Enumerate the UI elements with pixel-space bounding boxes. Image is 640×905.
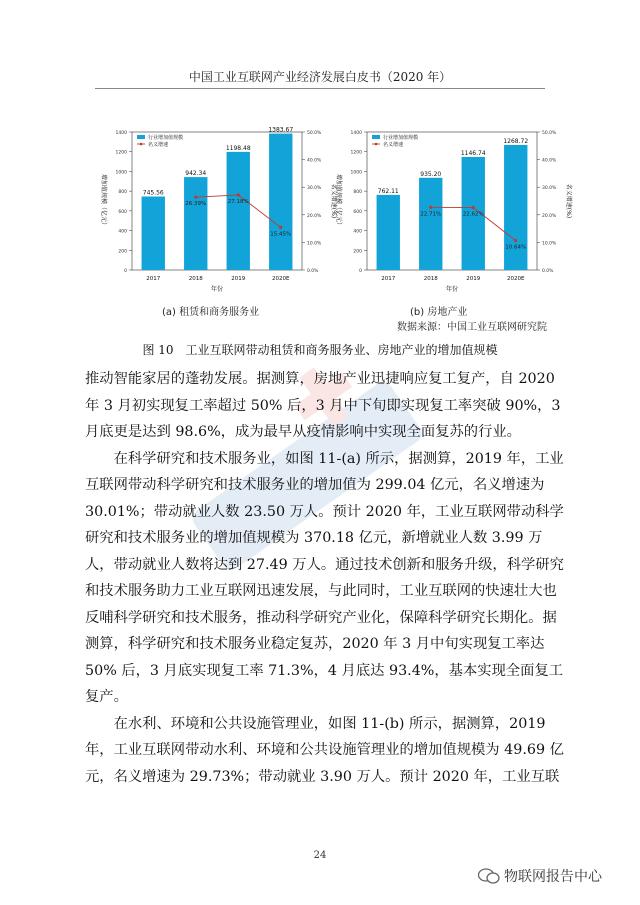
bar-value-label: 935.20 — [420, 170, 442, 178]
growth-label: 22.71% — [420, 211, 442, 218]
y-tick-label: 400 — [353, 229, 362, 235]
growth-label: 27.18% — [227, 198, 249, 205]
growth-point — [472, 206, 475, 209]
page-header: 中国工业互联网产业经济发展白皮书（2020 年） — [188, 70, 452, 84]
chart-b — [325, 120, 575, 295]
legend-bar-swatch — [372, 135, 380, 139]
bar — [269, 134, 292, 270]
bar — [227, 152, 250, 270]
bar — [377, 195, 400, 270]
legend-line-label: 名义增速 — [383, 142, 404, 148]
growth-point — [194, 196, 197, 199]
growth-label: 15.45% — [270, 231, 292, 238]
legend-line-label: 名义增速 — [148, 142, 169, 148]
x-tick-label: 2018 — [423, 276, 438, 282]
y-tick-label: 400 — [118, 229, 127, 235]
y2-tick-label: 0.0% — [307, 269, 319, 274]
body-text — [85, 366, 565, 790]
y2-tick-label: 10.0% — [542, 241, 557, 247]
paragraph-2: 在科学研究和技术服务业，如图 11-(a) 所示，据测算，2019 年，工业互联网带动科学研究和技术服务业的增加值为 299.04 亿元，名义增速为 30.01%；带动就业人数 23.50 万人。预计 2020 年，工业互联网带动科学研究和技术服务业的增加值规模为 370.18 亿元，新增就业人数 3.99 万人，带动就业人数将达到 27.49 万人。通过技术创新和服务升级，科学研究和技术服务助力工业互联网迅速发展，与此同时，工业互联网的快速壮大也反哺科学研究和技术服务，推动科学研究产业化，保障科学研究长期化。据测算，科学研究和技术服务业稳定复苏，2020 年 3 月中旬实现复工率达 50% 后，3 月底实现复工率 71.3%，4 月底达 93.4%，基本实现全面复工复产。 — [85, 450, 564, 705]
legend-bar-swatch — [137, 135, 145, 139]
growth-point — [279, 226, 282, 229]
y-tick-label: 600 — [118, 209, 127, 215]
bar-value-label: 1198.48 — [225, 144, 251, 152]
y-tick-label: 200 — [353, 249, 362, 255]
y2-tick-label: 50.0% — [307, 131, 322, 136]
y2-tick-label: 0.0% — [542, 269, 554, 274]
chart-a — [90, 120, 340, 295]
y-tick-label: 0 — [124, 269, 127, 274]
x-tick-label: 2019 — [466, 276, 481, 282]
legend-line-marker — [140, 143, 143, 146]
subcaption-a: (a) 租赁和商务服务业 — [162, 307, 260, 318]
growth-point — [237, 193, 240, 196]
y-tick-label: 1000 — [115, 170, 127, 176]
y2-tick-label: 10.0% — [307, 241, 322, 247]
x-axis-label: 年份 — [445, 286, 459, 293]
paragraph-1: 推动智能家居的蓬勃发展。据测算，房地产业迅捷响应复工复产，自 2020 年 3 月初实现复工率超过 50% 后，3 月中下旬即实现复工率突破 90%，3 月底更是达到 98.6%，成为最早从疫情影响中实现全面复苏的行业。 — [85, 371, 561, 440]
bar-value-label: 762.11 — [377, 187, 399, 195]
growth-point — [429, 206, 432, 209]
growth-point — [514, 239, 517, 242]
x-tick-label: 2017 — [381, 276, 396, 282]
y2-axis-label: 名义增速(%) — [565, 183, 572, 219]
brand-text: 物联网报告中心 — [504, 869, 602, 885]
bar-value-label: 1268.72 — [503, 137, 529, 145]
subcaption-b: (b) 房地产业 — [410, 307, 468, 318]
bar-value-label: 1146.74 — [460, 149, 486, 157]
page-number: 24 — [313, 850, 327, 861]
header-divider — [95, 88, 545, 89]
y2-tick-label: 30.0% — [542, 186, 557, 192]
x-tick-label: 2018 — [188, 276, 203, 282]
y2-axis-label: 名义增速(%) — [330, 183, 337, 219]
paragraph-3: 在水利、环境和公共设施管理业，如图 11-(b) 所示，据测算，2019 年，工业互联网带动水利、环境和公共设施管理业的增加值规模为 49.69 亿元，名义增速为 29.73%；带动就业 3.90 万人。预计 2020 年，工业互联 — [85, 715, 564, 785]
y-axis-label: 增加值规模（亿元） — [335, 173, 342, 229]
y-tick-label: 600 — [353, 209, 362, 215]
source-note: 数据来源：中国工业互联网研究院 — [397, 322, 547, 333]
y-tick-label: 200 — [118, 249, 127, 255]
x-tick-label: 2019 — [231, 276, 246, 282]
y2-tick-label: 20.0% — [542, 213, 557, 219]
x-tick-label: 2020E — [507, 276, 525, 282]
bar — [184, 177, 207, 270]
y-tick-label: 1200 — [350, 150, 362, 156]
x-axis-label: 年份 — [210, 286, 224, 293]
wechat-icon — [478, 868, 500, 884]
y2-tick-label: 20.0% — [307, 213, 322, 219]
legend-bar-label: 行业增加值规模 — [148, 135, 184, 141]
bar — [142, 197, 165, 270]
bar — [419, 178, 442, 270]
x-tick-label: 2017 — [146, 276, 161, 282]
y-tick-label: 800 — [118, 190, 127, 196]
bar-value-label: 1383.67 — [268, 126, 294, 134]
y-tick-label: 1400 — [115, 131, 127, 136]
y-tick-label: 1200 — [115, 150, 127, 156]
y-tick-label: 800 — [353, 190, 362, 196]
y2-tick-label: 30.0% — [307, 186, 322, 192]
growth-label: 26.39% — [185, 201, 207, 208]
y-tick-label: 0 — [359, 269, 362, 274]
y2-tick-label: 40.0% — [307, 158, 322, 164]
bar-value-label: 942.34 — [185, 170, 207, 178]
growth-label: 10.64% — [505, 244, 527, 251]
bar-value-label: 745.56 — [142, 189, 164, 197]
x-tick-label: 2020E — [272, 276, 290, 282]
y-tick-label: 1000 — [350, 170, 362, 176]
figure-caption: 图 10 工业互联网带动租赁和商务服务业、房地产业的增加值规模 — [142, 343, 498, 357]
legend-line-marker — [375, 143, 378, 146]
bar — [504, 145, 527, 270]
brand-watermark — [478, 866, 602, 886]
legend-bar-label: 行业增加值规模 — [383, 135, 419, 141]
y-tick-label: 1400 — [350, 131, 362, 136]
y2-tick-label: 50.0% — [542, 131, 557, 136]
y-axis-label: 增加值规模（亿元） — [100, 173, 107, 229]
growth-label: 22.62% — [462, 211, 484, 218]
y2-tick-label: 40.0% — [542, 158, 557, 164]
